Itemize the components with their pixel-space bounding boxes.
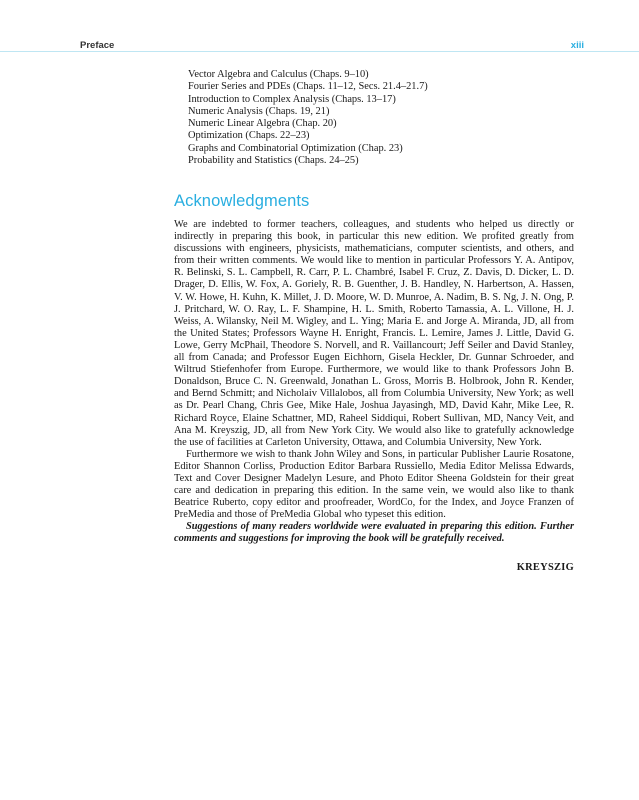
- chapter-list-item: Graphs and Combinatorial Optimization (Chap. 23): [188, 142, 403, 154]
- running-head: Preface: [80, 40, 115, 51]
- author-signature: KREYSZIG: [516, 561, 574, 573]
- acknowledgments-paragraph-1: We are indebted to former teachers, colleagues, and students who helped us directly or indirectly in preparing this book, in particular this new edition. We profited greatly from discussions with engineers, physicists, mathematicians, computer scientists, and others, and from their written comments. We would like to mention in particular Professors Y. A. Antipov, R. Belinski, S. L. Campbell, R. Carr, P. L. Chambré, Isabel F. Cruz, Z. Davis, D. Dicker, L. D. Drager, D. Ellis, W. Fox, A. Goriely, R. B. Guenther, J. B. Handley, N. Harbertson, A. Hassen, V. W. Howe, H. Kuhn, K. Millet, J. D. Moore, W. D. Munroe, A. Nadim, B. S. Ng, J. N. Ong, P. J. Pritchard, W. O. Ray, L. F. Shampine, H. L. Smith, Roberto Tamassia, A. L. Villone, H. J. Weiss, A. Wilansky, Neil M. Wigley, and L. Ying; Maria E. and Jorge A. Miranda, JD, all from the United States; Professors Wayne H. Enright, Francis. L. Lemire, James J. Little, David G. Lowe, Gerry McPhail, Theodore S. Norvell, and R. Vaillancourt; Jeff Seiler and David Stanley, all from Canada; and Professor Eugen Eichhorn, Gisela Heckler, Dr. Gunnar Schroeder, and Wiltrud Stiefenhofer from Europe. Furthermore, we would like to thank Professors John B. Donaldson, Bruce C. N. Greenwald, Jonathan L. Gross, Morris B. Holbrook, John R. Kender, and Bernd Schmitt; and Nicholaiv Villalobos, all from Columbia University, New York; as well as Dr. Pearl Chang, Chris Gee, Mike Hale, Joshua Jayasingh, MD, David Kahr, Mike Lee, R. Richard Royce, Elaine Schattner, MD, Raheel Siddiqui, Robert Sullivan, MD, Nancy Veit, and Ana M. Kreyszig, JD, all from New York City. We would also like to gratefully acknowledge the use of facilities at Carleton University, Ottawa, and Columbia University, New York.: [174, 219, 574, 448]
- chapter-list-item: Vector Algebra and Calculus (Chaps. 9–10): [188, 69, 369, 80]
- chapter-list-item: Numeric Analysis (Chaps. 19, 21): [188, 105, 330, 117]
- chapter-list: [188, 69, 428, 167]
- header-rule: [0, 51, 639, 52]
- acknowledgments-body: [174, 219, 574, 574]
- closing-note: Suggestions of many readers worldwide were evaluated in preparing this edition. Further comments and suggestions for improving the book will be gratefully received.: [174, 521, 574, 545]
- chapter-list-item: Fourier Series and PDEs (Chaps. 11–12, Secs. 21.4–21.7): [188, 81, 428, 93]
- acknowledgments-heading: Acknowledgments: [174, 192, 310, 210]
- chapter-list-item: Introduction to Complex Analysis (Chaps. 13–17): [188, 93, 396, 105]
- acknowledgments-paragraph-2: Furthermore we wish to thank John Wiley and Sons, in particular Publisher Laurie Rosatone, Editor Shannon Corliss, Production Editor Barbara Russiello, Media Editor Melissa Edwards, Text and Cover Designer Madelyn Lesure, and Photo Editor Sheena Goldstein for their great care and dedication in preparing this edition. In the same vein, we would also like to thank Beatrice Ruberto, copy editor and proofreader, WordCo, for the Index, and Joyce Franzen of PreMedia and those of PreMedia Global who typeset this edition.: [174, 448, 574, 521]
- chapter-list-item: Optimization (Chaps. 22–23): [188, 130, 310, 142]
- page-number: xiii: [570, 40, 584, 51]
- chapter-list-item: Numeric Linear Algebra (Chap. 20): [188, 118, 337, 130]
- chapter-list-item: Probability and Statistics (Chaps. 24–25): [188, 155, 359, 167]
